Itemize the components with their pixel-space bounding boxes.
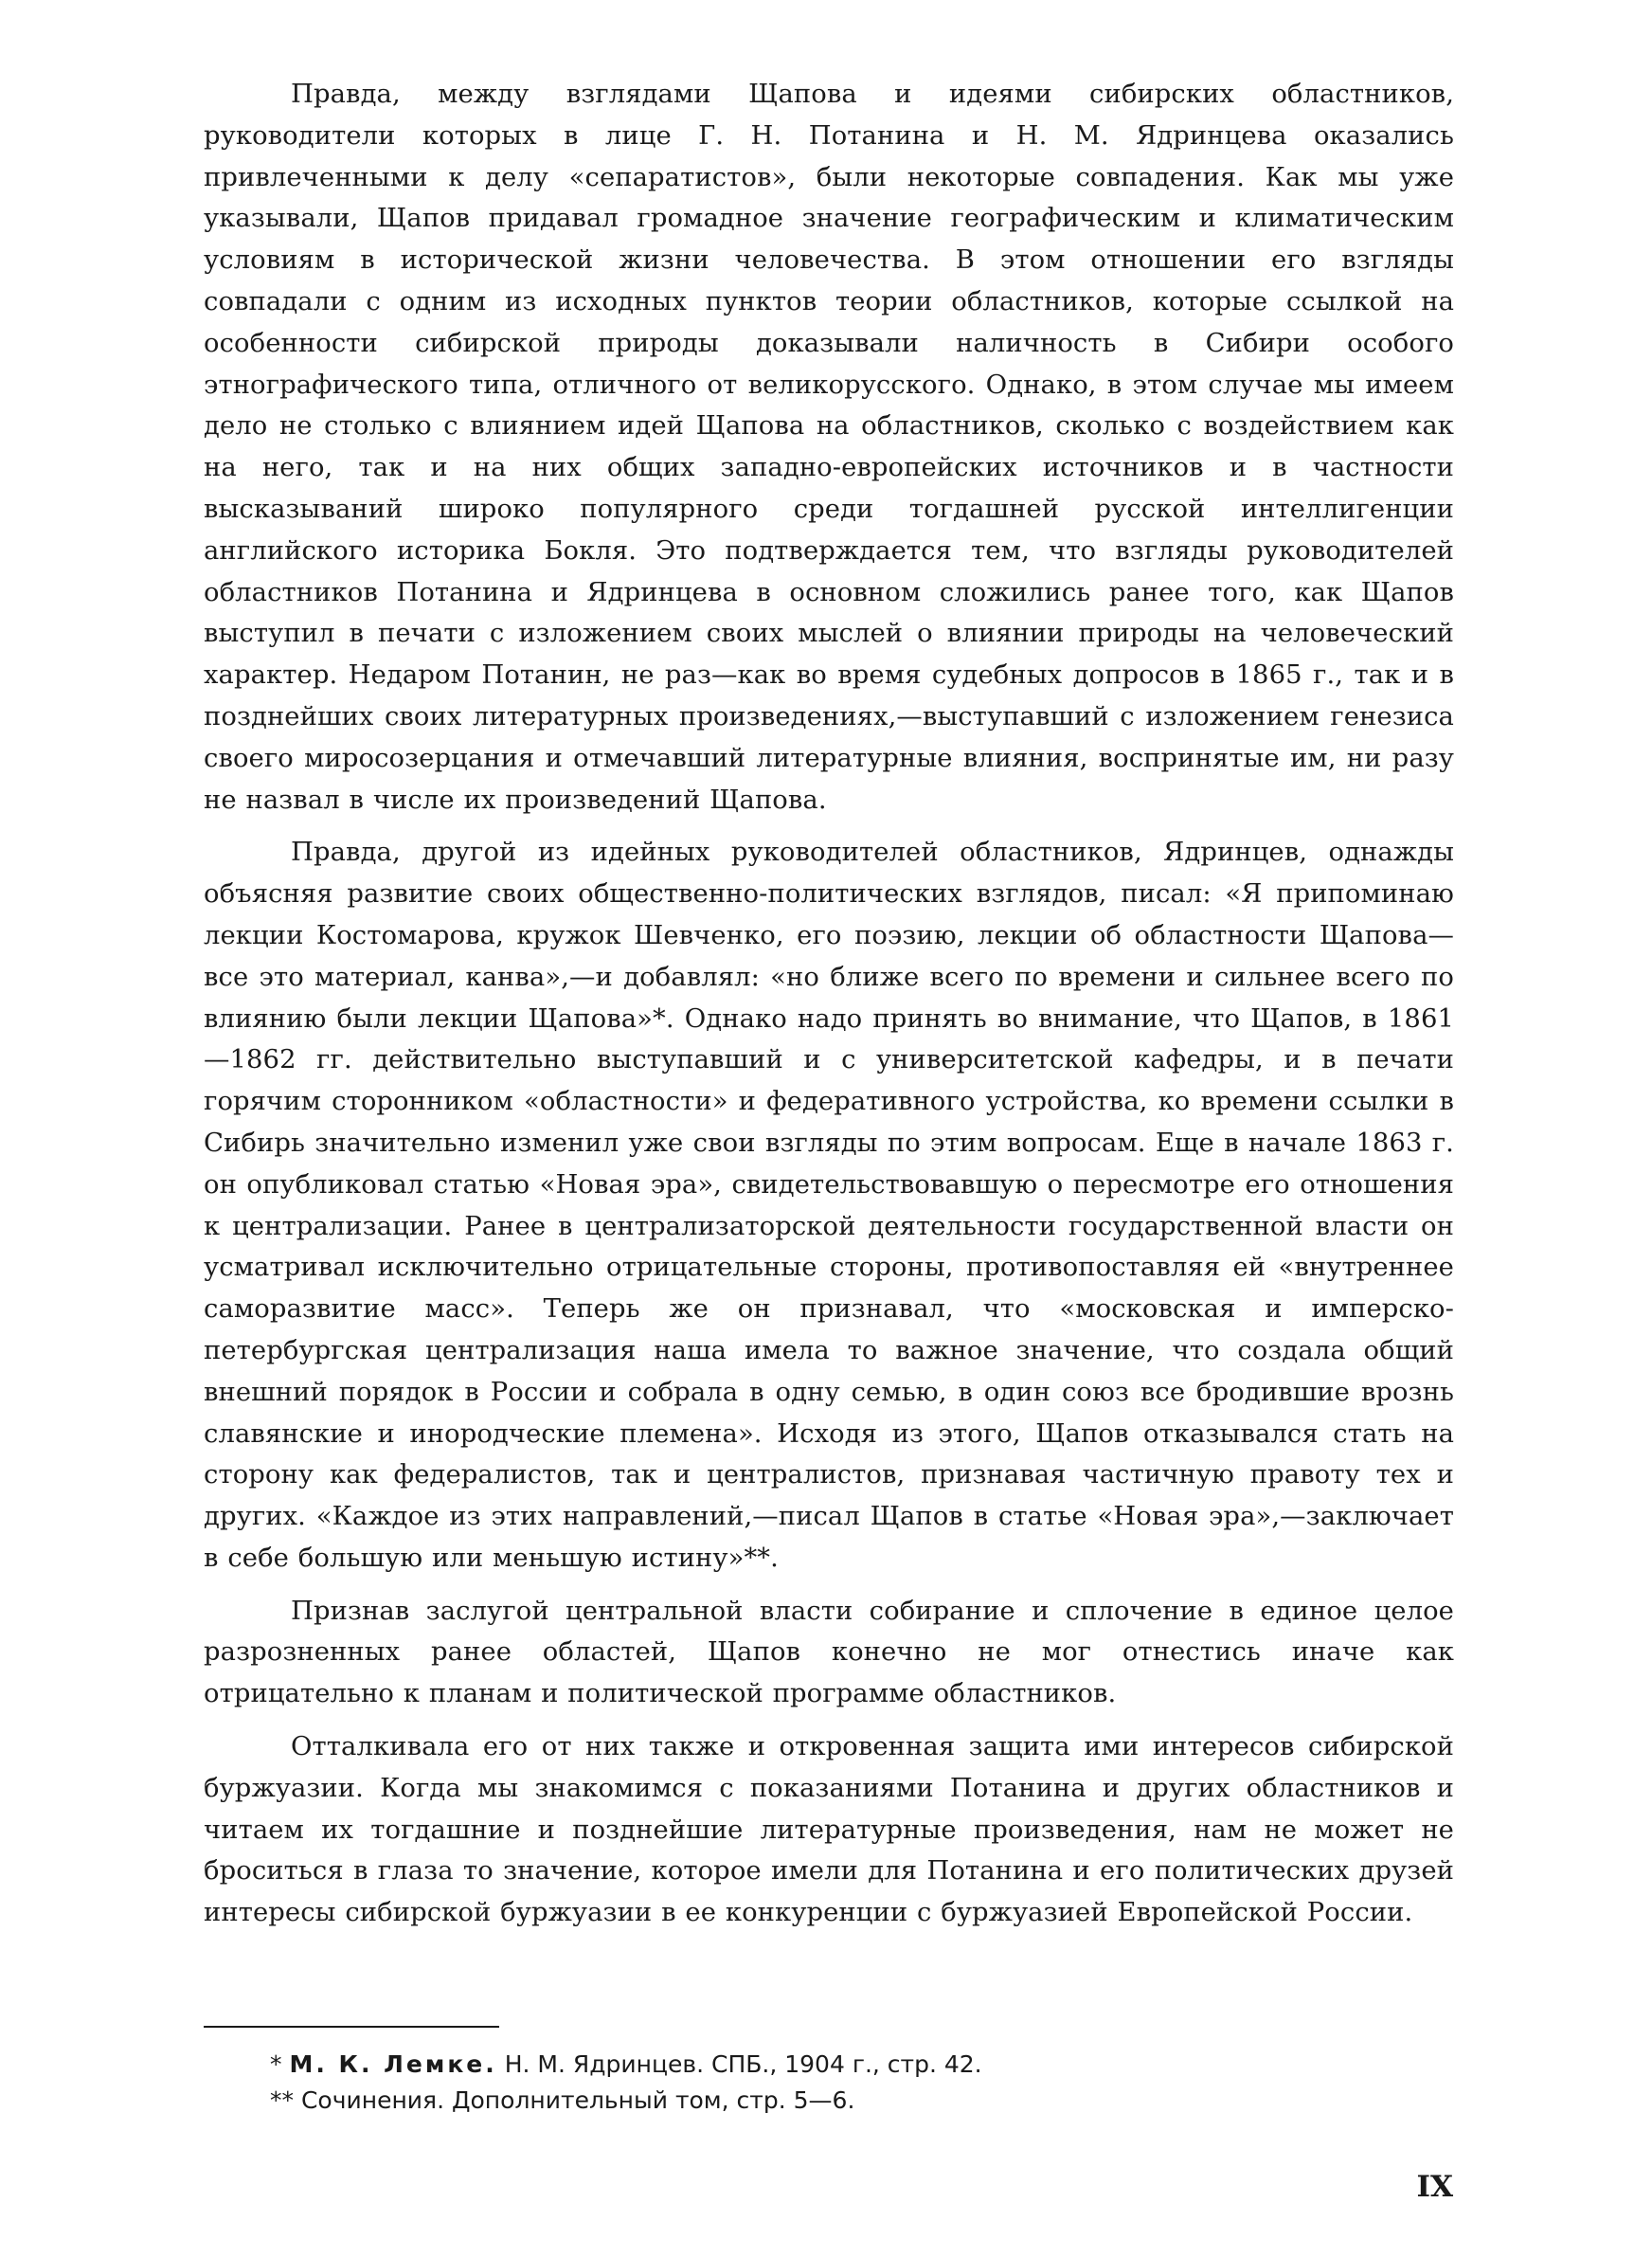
footnote-2 bbox=[270, 2083, 1407, 2119]
paragraph-2: Правда, другой из идейных руководителей областников, Ядринцев, однажды объясняя развитие своих общественно-политических взглядов, писал: «Я припоминаю лекции Костомарова, кружок Шевченко, его поэзию, лекции об областности Щапова—все это материал, канва»,—и добавлял: «но ближе всего по времени и сильнее всего по влиянию были лекции Щапова»*. Однако надо принять во внимание, что Щапов, в 1861—1862 гг. действительно выступавший и с университетской кафедры, и в печати горячим сторонником «областности» и федеративного устройства, ко времени ссылки в Сибирь значительно изменил уже свои взгляды по этим вопросам. Еще в начале 1863 г. он опубликовал статью «Новая эра», свидетельствовавшую о пересмотре его отношения к централизации. Ранее в централизаторской деятельности государственной власти он усматривал исключительно отрицательные стороны, противопоставляя ей «внутреннее саморазвитие масс». Теперь же он признавал, что «московская и имперско-петербургская централизация наша имела то важное значение, что создала общий внешний порядок в России и собрала в одну семью, в один союз все бродившие врознь славянские и инородческие племена». Исходя из этого, Щапов отказывался стать на сторону как федералистов, так и централистов, признавая частичную правоту тех и других. «Каждое из этих направлений,—писал Щапов в статье «Новая эра»,—заключает в себе большую или меньшую истину»**. bbox=[204, 838, 1454, 1573]
footnotes bbox=[270, 2047, 1407, 2119]
footnote-2-text: Сочинения. Дополнительный том, стр. 5—6. bbox=[300, 2086, 855, 2114]
paragraph-1: Правда, между взглядами Щапова и идеями сибирских областников, руководители которых в лице Г. Н. Потанина и Н. М. Ядринцева оказались привлеченными к делу «сепаратистов», были некоторые совпадения. Как мы уже указывали, Щапов придавал громадное значение географическим и климатическим условиям в исторической жизни человечества. В этом отношении его взгляды совпадали с одним из исходных пунктов теории областников, которые ссылкой на особенности сибирской природы доказывали наличность в Сибири особого этнографического типа, отличного от великорусского. Однако, в этом случае мы имеем дело не столько с влиянием идей Щапова на областников, сколько с воздействием как на него, так и на них общих западно-европейских источников и в частности высказываний широко популярного среди тогдашней русской интеллигенции английского историка Бокля. Это подтверждается тем, что взгляды руководителей областников Потанина и Ядринцева в основном сложились ранее того, как Щапов выступил в печати с изложением своих мыслей о влиянии природы на человеческий характер. Недаром Потанин, не раз—как во время судебных допросов в 1865 г., так и в позднейших своих литературных произведениях,—выступавший с изложением генезиса своего миросозерцания и отмечавший литературные влияния, воспринятые им, ни разу не назвал в числе их произведений Щапова. bbox=[204, 80, 1454, 815]
footnote-1-author: М. К. Лемке. bbox=[289, 2050, 497, 2078]
footnote-1 bbox=[270, 2047, 1407, 2083]
footnote-1-text: Н. М. Ядринцев. СПБ., 1904 г., стр. 42. bbox=[504, 2050, 982, 2078]
paragraph-3: Признав заслугой центральной власти собирание и сплочение в единое целое разрозненных ранее областей, Щапов конечно не мог отнестись иначе как отрицательно к планам и политической программе областников. bbox=[204, 1596, 1454, 1709]
footnote-divider bbox=[204, 2026, 499, 2028]
main-text bbox=[204, 74, 1454, 1934]
footnote-2-marker: ** bbox=[270, 2086, 294, 2114]
paragraph-4: Отталкивала его от них также и откровенная защита ими интересов сибирской буржуазии. Когда мы знакомимся с показаниями Потанина и других областников и читаем их тогдашние и позднейшие литературные произведения, нам не может не броситься в глаза то значение, которое имели для Потанина и его политических друзей интересы сибирской буржуазии в ее конкуренции с буржуазией Европейской России. bbox=[204, 1732, 1454, 1928]
page-number: IX bbox=[1416, 2170, 1453, 2204]
footnote-1-marker: * bbox=[270, 2050, 282, 2078]
